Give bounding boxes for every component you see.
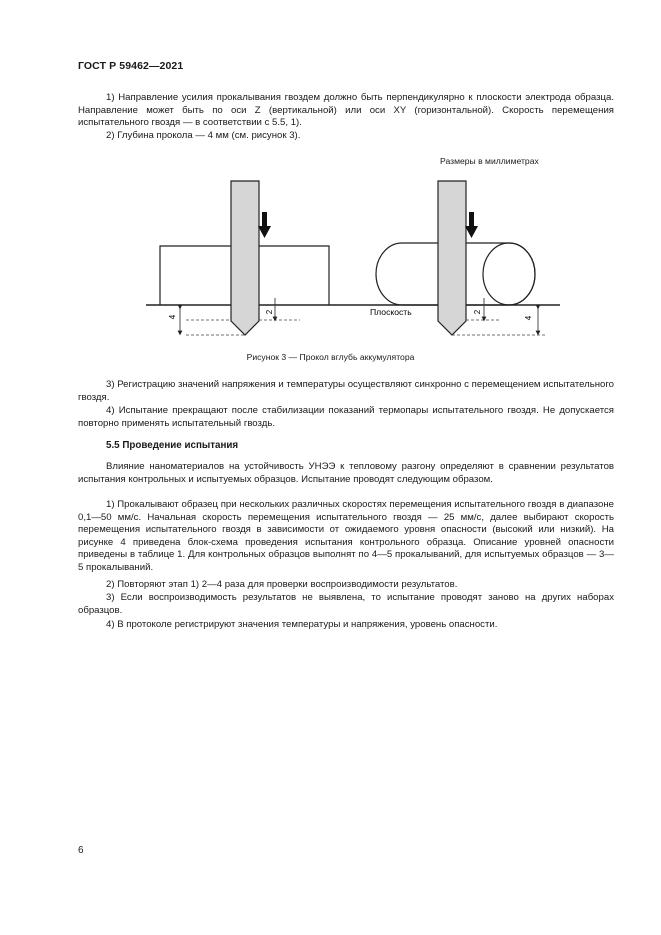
dimension-depth-right [524,307,538,333]
nail-left [231,181,259,335]
dimension-offset-left [265,298,275,319]
paragraph-direction: 1) Направление усилия прокалывания гвоздем должно быть перпендикулярно к плоскости электрода образца. Направление может быть по оси Z (вертикальной) или оси XY (горизонтальной). Скорость перемещения испытательного гвоздя — в соответствии с 5.5, 1). [78,92,614,128]
paragraph-step-4: 4) В протоколе регистрируют значения температуры и напряжения, уровень опасности. [106,619,498,630]
section-heading: 5.5 Проведение испытания [106,440,239,451]
svg-text:4: 4 [524,315,533,321]
paragraph-step-3: 3) Если воспроизводимость результатов не выявлена, то испытание проводят заново на других наборах образцов. [78,592,614,616]
figure-caption: Рисунок 3 — Прокол вглубь аккумулятора [246,352,415,362]
page-number: 6 [78,845,84,856]
units-note: Размеры в миллиметрах [440,156,539,166]
dimension-depth-left [168,307,180,333]
paragraph-registration: 3) Регистрацию значений напряжения и температуры осуществляют синхронно с перемещением испытательного гвоздя. [78,379,614,403]
paragraph-depth: 2) Глубина прокола — 4 мм (см. рисунок 3). [106,130,301,141]
document-header: ГОСТ Р 59462—2021 [78,60,184,72]
figure-3-nail-penetration [0,0,661,360]
svg-text:4: 4 [168,314,177,320]
force-arrow-left [258,212,271,238]
force-arrow-right [465,212,478,238]
paragraph-stop: 4) Испытание прекращают после стабилизации показаний термопары испытательного гвоздя. Не допускается повторно применять испытательный гвоздь. [78,405,614,429]
svg-text:2: 2 [473,309,482,315]
plane-label: Плоскость [370,307,412,317]
dimension-offset-right [473,298,484,319]
paragraph-step-2: 2) Повторяют этап 1) 2—4 раза для проверки воспроизводимости результатов. [106,579,458,590]
paragraph-intro: Влияние наноматериалов на устойчивость УНЭЭ к тепловому разгону определяют в сравнении результатов испытания контрольных и испытуемых образцов. Испытание проводят следующим образом. [78,461,614,485]
paragraph-step-1: 1) Прокалывают образец при нескольких различных скоростях перемещения испытательного гвоздя в диапазоне 0,1—50 мм/с. Начальная скорость перемещения испытательного гвоздя — 25 мм/с, далее выбирают скорость перемещения испытательного гвоздя в зависимости от ожидаемого уровня опасности (высокий или низкий). На рисунке 4 приведена блок-схема проведения испытания контрольного образца. Описание уровней опасности приведены в таблице 1. Для контрольных образцов выполнят по 4—5 прокалываний, для испытуемых образцов — 3—5 прокалываний. [78,499,614,573]
nail-right [438,181,466,335]
svg-text:2: 2 [265,309,274,315]
